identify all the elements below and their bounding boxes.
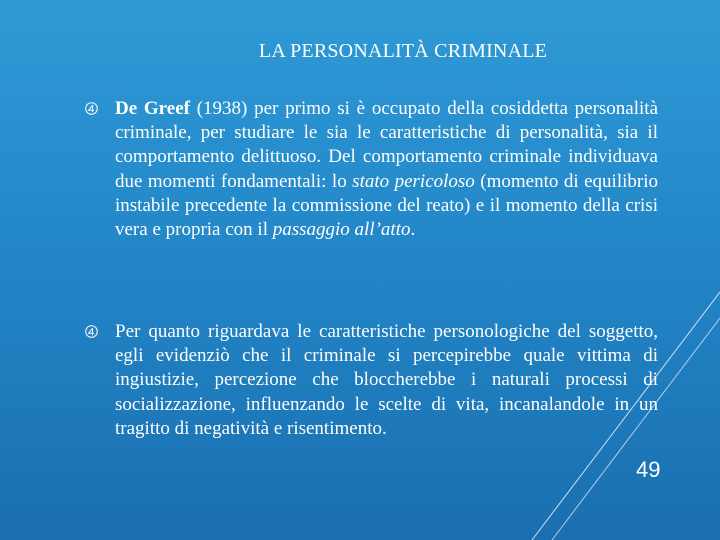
page-number: 49	[636, 457, 661, 482]
text-run: .	[410, 219, 416, 241]
italic-term-passaggio-all-atto: passaggio all’atto	[272, 219, 411, 241]
numbered-circle-bullet-icon	[85, 102, 98, 115]
text-run: (momento di equilibrio instabile precedente la commissione del reato) e il momento della crisi vera e propria con il	[115, 170, 658, 241]
bullet-item-personological	[92, 320, 658, 441]
slide-title: LA PERSONALITÀ CRIMINALE	[258, 40, 548, 62]
text-run: (1938) per primo si è occupato della cosiddetta personalità criminale, per studiare le sia le caratteristiche di personalità, sia il comportamento delittuoso. Del comportamento criminale individuava due momenti fondamentali: lo	[115, 98, 658, 192]
bullet-item-de-greef	[92, 97, 658, 242]
author-name: De Greef	[115, 98, 190, 119]
numbered-circle-bullet-icon	[85, 325, 98, 338]
bullet-text	[92, 97, 658, 242]
bullet-text: Per quanto riguardava le caratteristiche personologiche del soggetto, egli evidenziò che il criminale si percepirebbe quale vittima di ingiustizie, percezione che bloccherebbe i naturali processi di socializzazione, influenzando le scelte di vita, incanalandole in un tragitto di negatività e risentimento.	[115, 321, 658, 439]
italic-term-stato-pericoloso: stato pericoloso	[352, 170, 475, 192]
